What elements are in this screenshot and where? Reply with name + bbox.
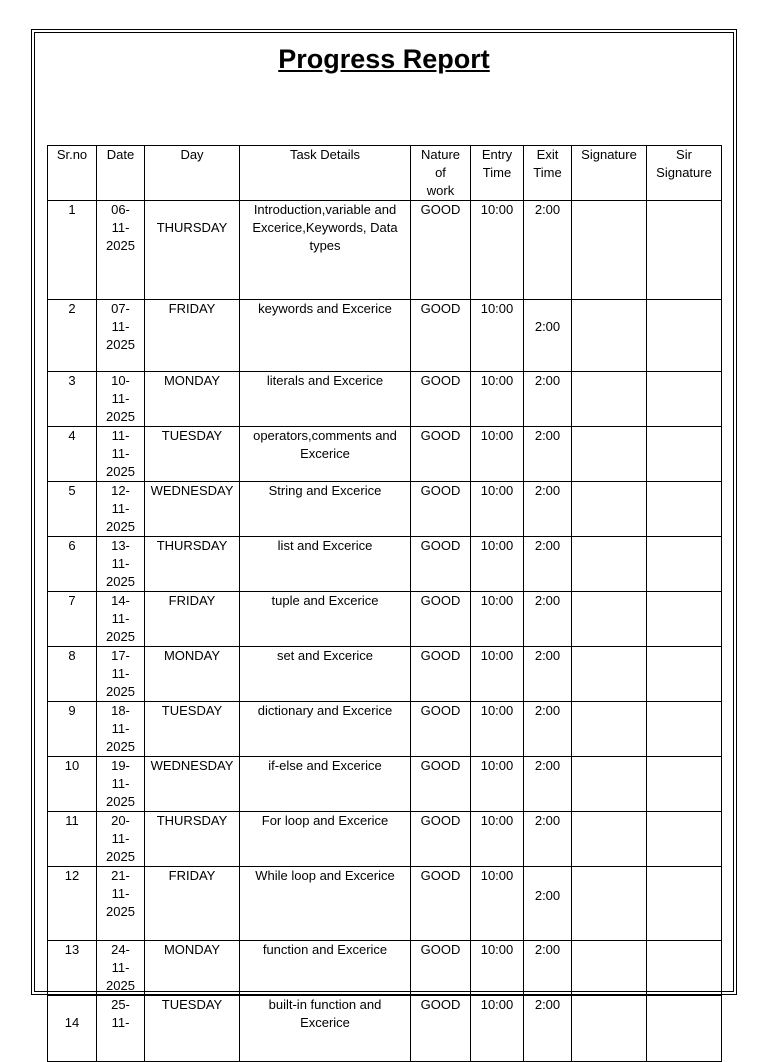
cell-day: FRIDAY [145, 592, 240, 647]
date-line: 14- [111, 593, 130, 608]
cell-exit: 2:00 [524, 757, 572, 812]
cell-srno: 1 [48, 201, 97, 300]
header-entry-time [471, 146, 524, 201]
cell-sir-signature [647, 757, 722, 812]
cell-entry: 10:00 [471, 647, 524, 702]
cell-day: MONDAY [145, 372, 240, 427]
table-row [48, 201, 722, 300]
date-line: 11- [111, 666, 130, 681]
cell-task: keywords and Excerice [240, 300, 411, 372]
page-title: Progress Report [278, 44, 490, 74]
date-line: 12- [111, 483, 130, 498]
header-sir-line: Signature [656, 165, 712, 180]
header-nature-line: work [426, 183, 455, 198]
cell-exit: 2:00 [524, 996, 572, 1062]
date-line: 2025 [106, 238, 135, 253]
header-entry-line: Entry [481, 147, 513, 162]
cell-exit: 2:00 [524, 537, 572, 592]
cell-nature: GOOD [411, 482, 471, 537]
cell-sir-signature [647, 427, 722, 482]
cell-entry: 10:00 [471, 757, 524, 812]
cell-sir-signature [647, 647, 722, 702]
table-row [48, 757, 722, 812]
cell-date [97, 812, 145, 867]
cell-day: WEDNESDAY [145, 757, 240, 812]
table-row [48, 592, 722, 647]
cell-exit: 2:00 [524, 812, 572, 867]
date-line: 20- [111, 813, 130, 828]
cell-nature: GOOD [411, 812, 471, 867]
cell-date [97, 300, 145, 372]
cell-exit: 2:00 [524, 647, 572, 702]
cell-day: FRIDAY [145, 300, 240, 372]
header-exit-line: Time [533, 165, 562, 180]
cell-signature [572, 482, 647, 537]
cell-srno: 9 [48, 702, 97, 757]
cell-signature [572, 812, 647, 867]
header-day: Day [145, 146, 240, 201]
progress-table [47, 145, 722, 1062]
date-line: 18- [111, 703, 130, 718]
cell-task: Introduction,variable and Excerice,Keywords, Data types [240, 201, 411, 300]
header-nature-line: of [435, 165, 446, 180]
cell-day: TUESDAY [145, 996, 240, 1062]
cell-task: list and Excerice [240, 537, 411, 592]
date-line: 11- [111, 960, 130, 975]
cell-exit: 2:00 [524, 427, 572, 482]
cell-date [97, 757, 145, 812]
cell-nature: GOOD [411, 372, 471, 427]
cell-day: TUESDAY [145, 427, 240, 482]
cell-signature [572, 537, 647, 592]
cell-date [97, 201, 145, 300]
date-line: 2025 [106, 978, 135, 993]
cell-date [97, 592, 145, 647]
cell-srno: 2 [48, 300, 97, 372]
date-line: 2025 [106, 519, 135, 534]
cell-entry: 10:00 [471, 201, 524, 300]
cell-task: For loop and Excerice [240, 812, 411, 867]
date-line: 11- [111, 831, 130, 846]
date-line: 11- [111, 391, 130, 406]
cell-nature: GOOD [411, 941, 471, 996]
header-sir-line: Sir [676, 147, 692, 162]
cell-entry: 10:00 [471, 812, 524, 867]
cell-entry: 10:00 [471, 482, 524, 537]
header-date: Date [97, 146, 145, 201]
cell-date [97, 996, 145, 1062]
cell-day: THURSDAY [145, 537, 240, 592]
cell-srno: 6 [48, 537, 97, 592]
date-line: 2025 [106, 849, 135, 864]
table-row [48, 996, 722, 1062]
table-row [48, 812, 722, 867]
date-line: 11- [111, 446, 130, 461]
cell-task: literals and Excerice [240, 372, 411, 427]
date-line: 11- [111, 721, 130, 736]
date-line: 11- [111, 611, 130, 626]
cell-srno: 5 [48, 482, 97, 537]
date-line: 2025 [106, 574, 135, 589]
date-line: 11- [111, 220, 130, 235]
cell-sir-signature [647, 537, 722, 592]
header-nature-of-work [411, 146, 471, 201]
cell-date [97, 867, 145, 941]
date-line: 2025 [106, 904, 135, 919]
cell-nature: GOOD [411, 427, 471, 482]
cell-srno: 11 [48, 812, 97, 867]
date-line: 13- [111, 538, 130, 553]
table-row [48, 427, 722, 482]
cell-exit: 2:00 [524, 300, 572, 372]
cell-signature [572, 702, 647, 757]
cell-date [97, 941, 145, 996]
date-line: 2025 [106, 739, 135, 754]
cell-signature [572, 647, 647, 702]
cell-srno: 13 [48, 941, 97, 996]
cell-nature: GOOD [411, 300, 471, 372]
header-sir-signature [647, 146, 722, 201]
date-line: 21- [111, 868, 130, 883]
header-nature-line: Nature [420, 147, 461, 162]
cell-entry: 10:00 [471, 702, 524, 757]
cell-task: operators,comments and Excerice [240, 427, 411, 482]
cell-entry: 10:00 [471, 867, 524, 941]
header-task-details: Task Details [240, 146, 411, 201]
date-line: 11- [111, 886, 130, 901]
table-row [48, 867, 722, 941]
date-line: 2025 [106, 409, 135, 424]
header-srno: Sr.no [48, 146, 97, 201]
date-line: 2025 [106, 684, 135, 699]
cell-entry: 10:00 [471, 300, 524, 372]
date-line: 10- [111, 373, 130, 388]
date-line: 11- [111, 319, 130, 334]
cell-signature [572, 757, 647, 812]
cell-date [97, 647, 145, 702]
cell-task: String and Excerice [240, 482, 411, 537]
cell-day: THURSDAY [145, 201, 240, 300]
cell-sir-signature [647, 372, 722, 427]
cell-task: built-in function and Excerice [240, 996, 411, 1062]
cell-srno: 12 [48, 867, 97, 941]
cell-signature [572, 372, 647, 427]
cell-date [97, 482, 145, 537]
cell-srno: 3 [48, 372, 97, 427]
cell-signature [572, 996, 647, 1062]
cell-srno: 7 [48, 592, 97, 647]
header-exit-time [524, 146, 572, 201]
cell-entry: 10:00 [471, 996, 524, 1062]
table-header-row [48, 146, 722, 201]
cell-entry: 10:00 [471, 592, 524, 647]
date-line: 11- [111, 776, 130, 791]
date-line: 11- [111, 428, 130, 443]
cell-signature [572, 592, 647, 647]
header-entry-line: Time [482, 165, 512, 180]
date-line: 17- [111, 648, 130, 663]
cell-day: THURSDAY [145, 812, 240, 867]
cell-signature [572, 300, 647, 372]
cell-entry: 10:00 [471, 941, 524, 996]
cell-date [97, 537, 145, 592]
table-row [48, 372, 722, 427]
cell-nature: GOOD [411, 702, 471, 757]
cell-day: MONDAY [145, 941, 240, 996]
date-line: 24- [111, 942, 130, 957]
cell-sir-signature [647, 592, 722, 647]
cell-signature [572, 867, 647, 941]
cell-entry: 10:00 [471, 427, 524, 482]
cell-sir-signature [647, 941, 722, 996]
table-row [48, 537, 722, 592]
cell-exit: 2:00 [524, 592, 572, 647]
cell-exit: 2:00 [524, 941, 572, 996]
date-line: 07- [111, 301, 130, 316]
header-signature: Signature [572, 146, 647, 201]
date-line: 2025 [106, 629, 135, 644]
cell-date [97, 427, 145, 482]
cell-sir-signature [647, 300, 722, 372]
cell-nature: GOOD [411, 757, 471, 812]
date-line: 2025 [106, 794, 135, 809]
date-line: 11- [111, 556, 130, 571]
cell-sir-signature [647, 201, 722, 300]
date-line: 25- [111, 997, 130, 1012]
cell-nature: GOOD [411, 201, 471, 300]
cell-task: dictionary and Excerice [240, 702, 411, 757]
table-row [48, 702, 722, 757]
cell-nature: GOOD [411, 592, 471, 647]
table-row [48, 300, 722, 372]
cell-task: While loop and Excerice [240, 867, 411, 941]
cell-nature: GOOD [411, 996, 471, 1062]
cell-exit: 2:00 [524, 201, 572, 300]
date-line: 19- [111, 758, 130, 773]
cell-sir-signature [647, 996, 722, 1062]
cell-exit: 2:00 [524, 702, 572, 757]
cell-task: set and Excerice [240, 647, 411, 702]
cell-signature [572, 941, 647, 996]
cell-date [97, 702, 145, 757]
date-line: 11- [111, 1015, 130, 1030]
cell-sir-signature [647, 867, 722, 941]
cell-day: MONDAY [145, 647, 240, 702]
cell-nature: GOOD [411, 647, 471, 702]
cell-sir-signature [647, 482, 722, 537]
cell-nature: GOOD [411, 537, 471, 592]
cell-entry: 10:00 [471, 537, 524, 592]
cell-exit: 2:00 [524, 867, 572, 941]
cell-exit: 2:00 [524, 482, 572, 537]
cell-task: function and Excerice [240, 941, 411, 996]
cell-exit: 2:00 [524, 372, 572, 427]
cell-day: FRIDAY [145, 867, 240, 941]
cell-srno: 10 [48, 757, 97, 812]
cell-nature: GOOD [411, 867, 471, 941]
cell-srno: 14 [48, 996, 97, 1062]
cell-signature [572, 427, 647, 482]
cell-day: WEDNESDAY [145, 482, 240, 537]
cell-date [97, 372, 145, 427]
cell-sir-signature [647, 812, 722, 867]
cell-task: if-else and Excerice [240, 757, 411, 812]
cell-srno: 4 [48, 427, 97, 482]
cell-entry: 10:00 [471, 372, 524, 427]
date-line: 11- [111, 501, 130, 516]
table-row [48, 941, 722, 996]
table-row [48, 647, 722, 702]
header-exit-line: Exit [536, 147, 559, 162]
cell-day: TUESDAY [145, 702, 240, 757]
cell-srno: 8 [48, 647, 97, 702]
cell-task: tuple and Excerice [240, 592, 411, 647]
cell-sir-signature [647, 702, 722, 757]
date-line: 2025 [106, 464, 135, 479]
cell-signature [572, 201, 647, 300]
date-line: 2025 [106, 337, 135, 352]
table-row [48, 482, 722, 537]
date-line: 06- [111, 202, 130, 217]
